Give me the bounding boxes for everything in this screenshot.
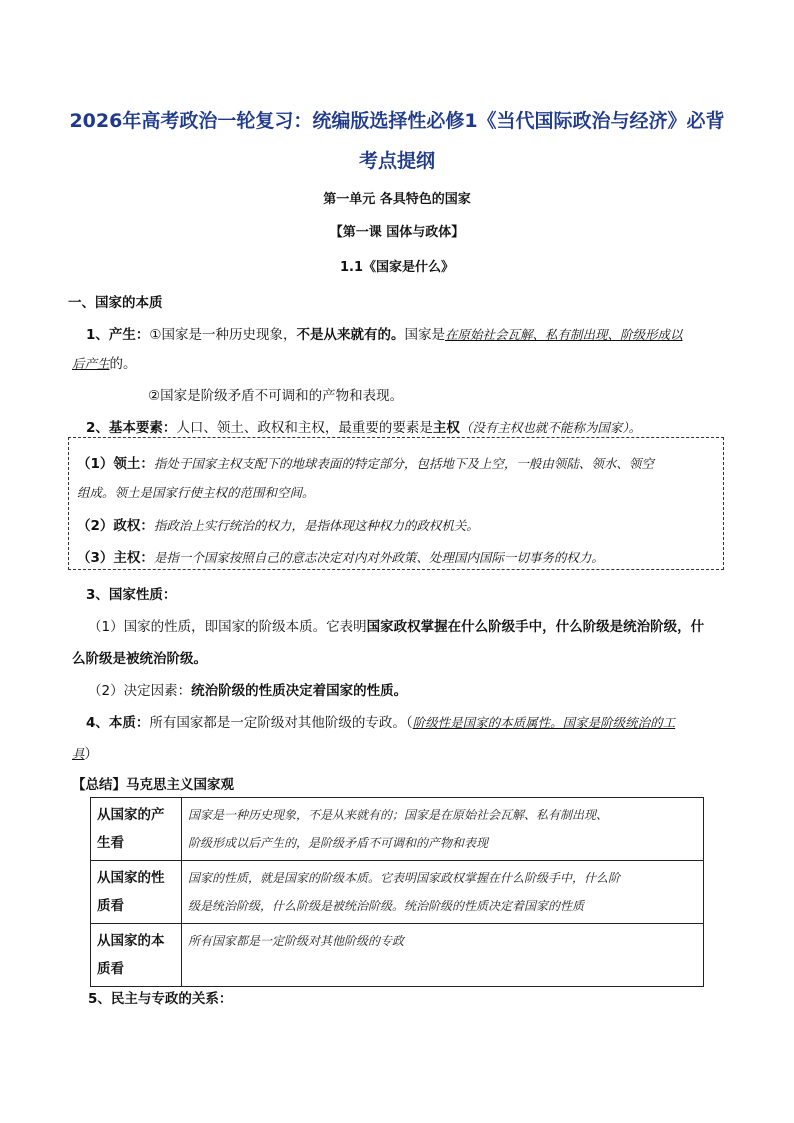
- origin-text-e: 后产生: [72, 356, 110, 371]
- origin-text-a: ①国家是一种历史现象，: [149, 327, 297, 343]
- essence-note: 阶级性是国家的本质属性。国家是阶级统治的工: [412, 715, 676, 730]
- box-item-sovereignty: [77, 546, 604, 566]
- paragraph-essence: [86, 711, 675, 731]
- heading-democracy-dictatorship: 5、民主与专政的关系：: [88, 991, 233, 1007]
- heading-nature: 3、国家性质：: [86, 587, 177, 603]
- essence-paren: ）: [84, 746, 99, 762]
- paragraph-elements: [86, 416, 641, 436]
- table-row: [91, 798, 704, 861]
- paragraph-nature-2: [88, 679, 407, 699]
- origin-text-f: 的。: [109, 356, 137, 372]
- paragraph-origin-2: ②国家是阶级矛盾不可调和的产物和表现。: [148, 388, 404, 404]
- nature-text-a: （1）国家的性质，即国家的阶级本质。它表明: [88, 619, 367, 635]
- elements-note: （没有主权也就不能称为国家）。: [459, 420, 642, 435]
- essence-note-end: 具: [72, 746, 85, 761]
- nature-factor-text: 统治阶级的性质决定着国家的性质。: [191, 683, 408, 699]
- box-label: （1）领土：: [77, 456, 154, 472]
- paragraph-nature-1: [88, 615, 704, 635]
- nature-text-b: 国家政权掌握在什么阶级手中，什么阶级是统治阶级，什: [366, 619, 705, 635]
- paragraph-origin-cont: [72, 352, 137, 372]
- essence-label: 4、本质：: [86, 715, 150, 731]
- table-row-body: 国家的性质，就是国家的阶级本质。它表明国家政权掌握在什么阶级手中，什么阶 级是统治阶级，什么阶级是被统治阶级。统治阶级的性质决定着国家的性质: [182, 861, 704, 924]
- document-title-line-2: 考点提纲: [358, 150, 435, 172]
- heading-essence: 一、国家的本质: [68, 295, 163, 311]
- origin-text-b: 不是从来就有的。: [296, 327, 405, 343]
- section-heading: 1.1《国家是什么》: [339, 260, 455, 275]
- elements-text: 人口、领土、政权和主权，最重要的要素是: [176, 420, 433, 436]
- table-row-header: 从国家的产 生看: [91, 798, 182, 861]
- nature-factor-label: （2）决定因素：: [88, 683, 192, 699]
- box-item-territory: [77, 452, 654, 472]
- origin-text-underlined: 在原始社会瓦解、私有制出现、阶级形成以: [445, 327, 683, 342]
- origin-label: 1、产生：: [86, 327, 150, 343]
- box-label: （3）主权：: [77, 550, 154, 566]
- box-item-regime: [77, 514, 479, 534]
- box-item-territory-cont: [77, 483, 315, 501]
- origin-text-c: 国家是: [404, 327, 446, 343]
- table-row: [91, 924, 704, 987]
- summary-table: [90, 797, 704, 987]
- box-text: 组成。领土是国家行使主权的范围和空间。: [77, 485, 315, 500]
- table-row: [91, 861, 704, 924]
- box-text: 指政治上实行统治的权力，是指体现这种权力的政权机关。: [153, 518, 479, 533]
- unit-heading: 第一单元 各具特色的国家: [323, 192, 471, 207]
- table-row-body: 所有国家都是一定阶级对其他阶级的专政: [182, 924, 704, 987]
- document-title-line-1: 2026年高考政治一轮复习：统编版选择性必修1《当代国际政治与经济》必背: [69, 110, 725, 132]
- box-text: 指处于国家主权支配下的地球表面的特定部分，包括地下及上空，一般由领陆、领水、领空: [153, 456, 654, 471]
- summary-title: 【总结】马克思主义国家观: [72, 777, 234, 793]
- essence-text: 所有国家都是一定阶级对其他阶级的专政。（: [149, 715, 413, 731]
- paragraph-nature-1-cont: 么阶级是被统治阶级。: [72, 651, 207, 667]
- table-row-body: 国家是一种历史现象，不是从来就有的；国家是在原始社会瓦解、私有制出现、 阶级形成以后产生的，是阶级矛盾不可调和的产物和表现: [182, 798, 704, 861]
- elements-sovereignty: 主权: [432, 420, 460, 436]
- lesson-heading: 【第一课 国体与政体】: [329, 225, 465, 240]
- box-text: 是指一个国家按照自己的意志决定对内对外政策、处理国内国际一切事务的权力。: [153, 550, 604, 565]
- table-row-header: 从国家的性 质看: [91, 861, 182, 924]
- box-label: （2）政权：: [77, 518, 154, 534]
- paragraph-essence-cont: [72, 742, 98, 762]
- table-row-header: 从国家的本 质看: [91, 924, 182, 987]
- paragraph-origin: [86, 323, 683, 343]
- elements-label: 2、基本要素：: [86, 420, 177, 436]
